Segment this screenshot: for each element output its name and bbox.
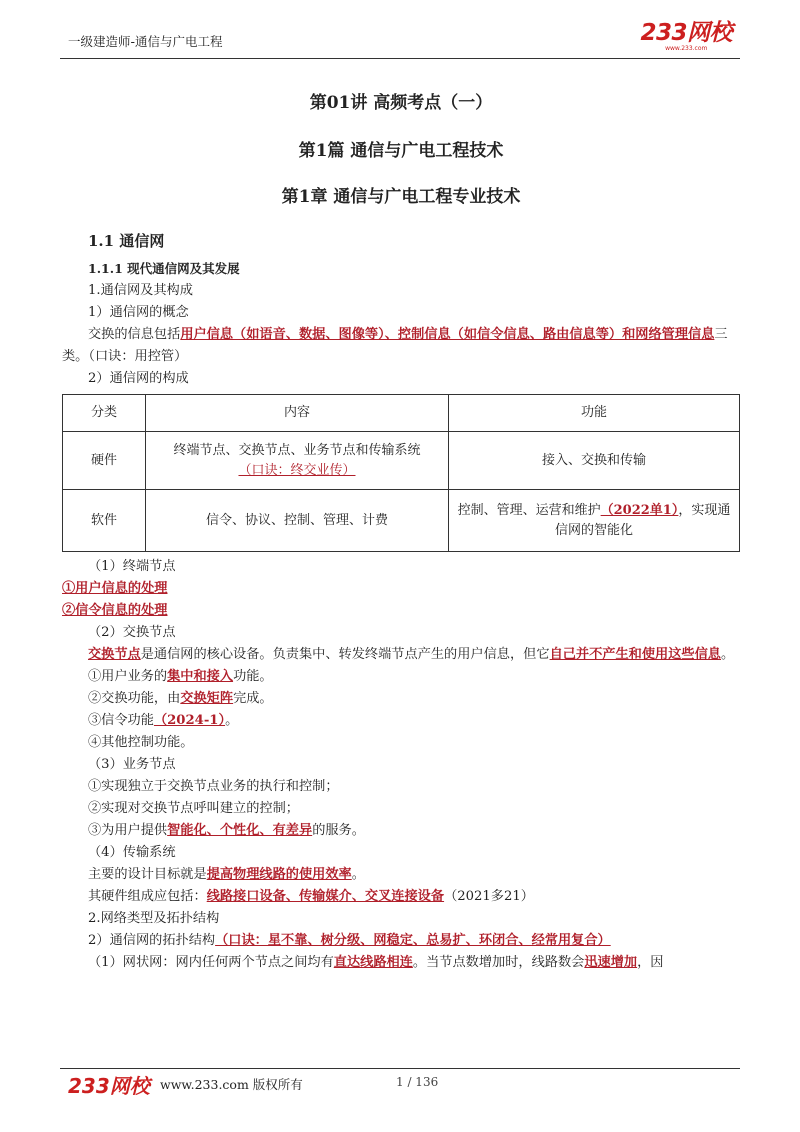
paragraph: 主要的设计目标就是提高物理线路的使用效率。 [88,867,365,882]
list-item: ④其他控制功能。 [88,735,194,750]
list-item: ②交换功能，由交换矩阵完成。 [88,691,273,706]
page-footer [60,1072,740,1096]
highlight-text: 用户信息（如语音、数据、图像等）、控制信息（如信令信息、路由信息等）和网络管理信息 [180,327,715,342]
brand-logo[interactable] [640,22,732,52]
paragraph: 2）通信网的拓扑结构（口诀：星不靠、树分级、网稳定、总易扩、环闭合、经常用复合） [88,933,611,948]
highlight-text: （2022单1） [600,502,679,518]
footer-divider [60,1068,740,1069]
page-header [60,22,740,62]
highlight-text: （口诀：终交业传） [238,462,356,478]
header-divider [60,58,740,59]
table-cell: 硬件 [63,432,146,490]
list-item: ③为用户提供智能化、个性化、有差异的服务。 [88,823,365,838]
footer-logo[interactable]: 233网校 [68,1074,150,1098]
logo-url: www.233.com [665,45,708,52]
page-number: 1 / 136 [396,1075,439,1089]
logo-text: 233网校 [640,20,732,46]
table-header: 分类 [63,395,146,432]
item-title: （1）终端节点 [88,559,176,574]
table-header-row [63,395,740,432]
footer-copyright: www.233.com 版权所有 [160,1077,303,1092]
network-composition-table [62,394,740,552]
chapter-title: 第1章 通信与广电工程专业技术 [281,187,521,207]
paragraph: 2）通信网的构成 [88,371,189,386]
subsection-heading: 1.1.1 现代通信网及其发展 [88,261,240,276]
concept-paragraph: 交换的信息包括用户信息（如语音、数据、图像等）、控制信息（如信令信息、路由信息等）和网络管理信息三类。（口诀：用控管） [62,327,728,364]
paragraph: 1.通信网及其构成 [88,283,193,298]
table-header: 内容 [146,395,449,432]
table-row [63,490,740,552]
paragraph: （1）网状网：网内任何两个节点之间均有直达线路相连。当节点数增加时，线路数会迅速增加，因 [88,955,664,970]
table-cell: 信令、协议、控制、管理、计费 [146,490,449,552]
table-header: 功能 [449,395,740,432]
header-title: 一级建造师-通信与广电工程 [68,34,223,49]
list-item: ①用户业务的集中和接入功能。 [88,669,273,684]
document-body [62,86,740,974]
highlight-text: ①用户信息的处理 [62,581,168,596]
exchange-intro: 交换节点是通信网的核心设备。负责集中、转发终端节点产生的用户信息，但它自己并不产生和使用这些信息。 [88,647,735,662]
paragraph: 其硬件组成应包括：线路接口设备、传输媒介、交叉连接设备（2021多21） [88,889,534,904]
paragraph: 2.网络类型及拓扑结构 [88,911,220,926]
part-title: 第1篇 通信与广电工程技术 [298,141,504,161]
list-item: ①实现独立于交换节点业务的执行和控制； [88,779,339,794]
list-item: ②实现对交换节点呼叫建立的控制； [88,801,299,816]
table-cell: 软件 [63,490,146,552]
paragraph: 1）通信网的概念 [88,305,189,320]
item-title: （3）业务节点 [88,757,176,772]
list-item: ③信令功能（2024-1）。 [88,713,239,728]
highlight-text: ②信令信息的处理 [62,603,168,618]
table-cell: 控制、管理、运营和维护（2022单1），实现通信网的智能化 [449,490,740,552]
table-row [63,432,740,490]
section-heading: 1.1 通信网 [88,232,165,250]
item-title: （4）传输系统 [88,845,176,860]
item-title: （2）交换节点 [88,625,176,640]
table-cell: 接入、交换和传输 [449,432,740,490]
lecture-title: 第01讲 高频考点（一） [309,93,493,113]
table-cell: 终端节点、交换节点、业务节点和传输系统 （口诀：终交业传） [146,432,449,490]
